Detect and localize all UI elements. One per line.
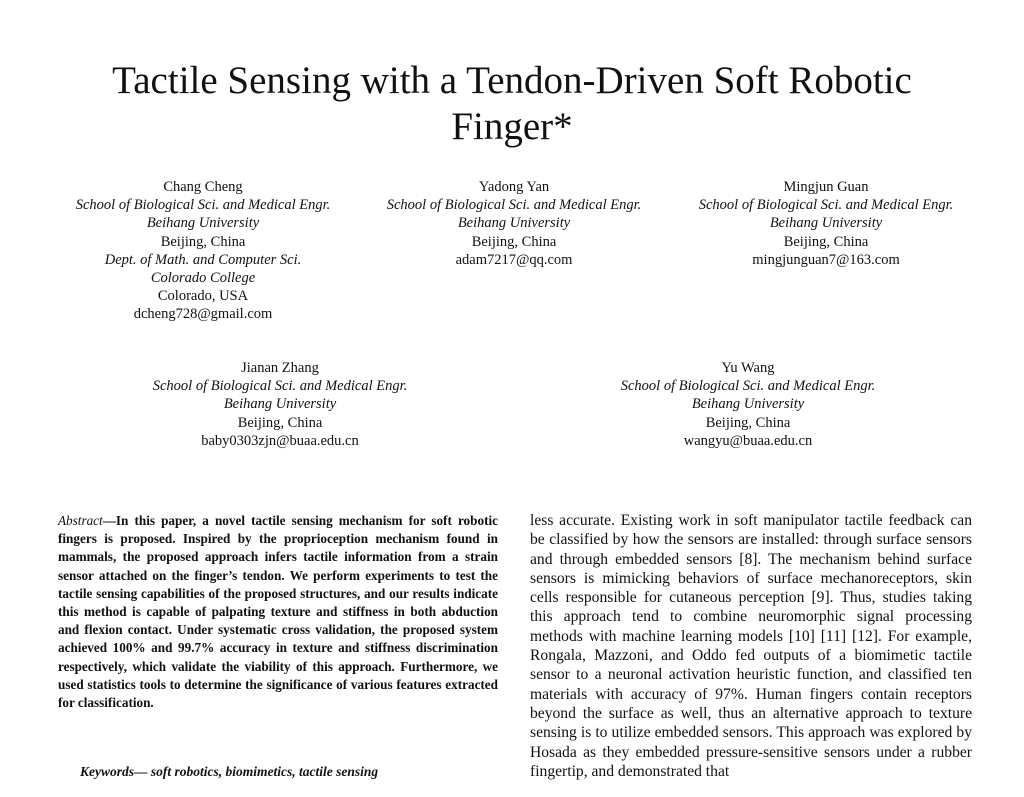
keywords-lead: Keywords— bbox=[80, 764, 148, 779]
author-affiliation-line: Beijing, China bbox=[160, 233, 246, 250]
author-affiliation-line: Beijing, China bbox=[471, 233, 557, 250]
author-affiliation-line: Dept. of Math. and Computer Sci. bbox=[104, 251, 302, 268]
author-block bbox=[588, 359, 908, 450]
author-affiliation-line: School of Biological Sci. and Medical Engr. bbox=[152, 378, 408, 395]
author-block bbox=[666, 178, 986, 269]
author-block bbox=[43, 178, 363, 324]
author-email: baby0303zjn@buaa.edu.cn bbox=[201, 432, 359, 449]
author-affiliation-line: School of Biological Sci. and Medical Engr. bbox=[620, 378, 876, 395]
author-name: Mingjun Guan bbox=[783, 179, 869, 195]
author-affiliation-line: School of Biological Sci. and Medical Engr. bbox=[386, 197, 642, 214]
author-name: Jianan Zhang bbox=[241, 360, 319, 376]
author-block bbox=[354, 178, 674, 269]
paper-title-line-2: Finger* bbox=[451, 105, 573, 148]
paper-title-line-1: Tactile Sensing with a Tendon-Driven Soft Robotic bbox=[112, 59, 912, 102]
author-affiliation-line: Beijing, China bbox=[783, 233, 869, 250]
author-affiliation-line: Colorado College bbox=[150, 270, 256, 287]
author-block bbox=[120, 359, 440, 450]
author-name: Yadong Yan bbox=[478, 179, 550, 195]
author-email: wangyu@buaa.edu.cn bbox=[683, 432, 813, 449]
author-affiliation-line: Colorado, USA bbox=[157, 288, 249, 305]
paper-title bbox=[0, 58, 1024, 150]
author-affiliation-line: Beihang University bbox=[146, 215, 260, 232]
author-email: dcheng728@gmail.com bbox=[133, 306, 273, 323]
keywords-list: soft robotics, biomimetics, tactile sensing bbox=[147, 764, 379, 779]
author-affiliation-line: Beijing, China bbox=[237, 414, 323, 431]
body-column-right: less accurate. Existing work in soft manipulator tactile feedback can be classified by how the sensors are installed: through surface sensors and through embedded sensors [8]. The mechanism behind surface sensors is mimicking behaviors of surface mechanoreceptors, skin cells responsible for cutaneous perception [9]. Thus, studies taking this approach tend to combine neuromorphic signal processing methods with machine learning models [10] [11] [12]. For example, Rongala, Mazzoni, and Oddo fed outputs of a biomimetic tactile sensor to a neuronal activation heuristic function, and classified ten materials with accuracy of 97%. Human fingers contain receptors beyond the surface as well, thus an alternative approach to texture sensing is to utilize embedded sensors. This approach was explored by Hosada as they embedded pressure-sensitive sensors under a rubber fingertip, and demonstrated that bbox=[530, 512, 972, 780]
author-affiliation-line: School of Biological Sci. and Medical Engr. bbox=[698, 197, 954, 214]
author-affiliation-line: Beihang University bbox=[769, 215, 883, 232]
author-email: mingjunguan7@163.com bbox=[752, 251, 900, 268]
author-affiliation-line: Beihang University bbox=[223, 396, 337, 413]
author-affiliation-line: Beijing, China bbox=[705, 414, 791, 431]
author-affiliation-line: School of Biological Sci. and Medical Engr. bbox=[75, 197, 331, 214]
abstract bbox=[58, 512, 498, 712]
keywords bbox=[80, 764, 520, 780]
author-affiliation-line: Beihang University bbox=[457, 215, 571, 232]
author-name: Yu Wang bbox=[721, 360, 775, 376]
author-affiliation-line: Beihang University bbox=[691, 396, 805, 413]
author-name: Chang Cheng bbox=[163, 179, 243, 195]
abstract-lead: Abstract bbox=[58, 513, 103, 528]
abstract-body: —In this paper, a novel tactile sensing mechanism for soft robotic fingers is proposed. Inspired by the proprioception mechanism found in mammals, the proposed approach infers tactile information from a strain sensor attached on the finger’s tendon. We perform experiments to test the tactile sensing capabilities of the proposed structures, and our results indicate this method is capable of palpating texture and stiffness in both abduction and flexion contact. Under systematic cross validation, the proposed system achieved 100% and 99.7% accuracy in texture and stiffness discrimination respectively, which validate the viability of this approach. Furthermore, we used statistics tools to determine the significance of various features extracted for classification. bbox=[58, 513, 498, 711]
author-email: adam7217@qq.com bbox=[455, 251, 573, 268]
